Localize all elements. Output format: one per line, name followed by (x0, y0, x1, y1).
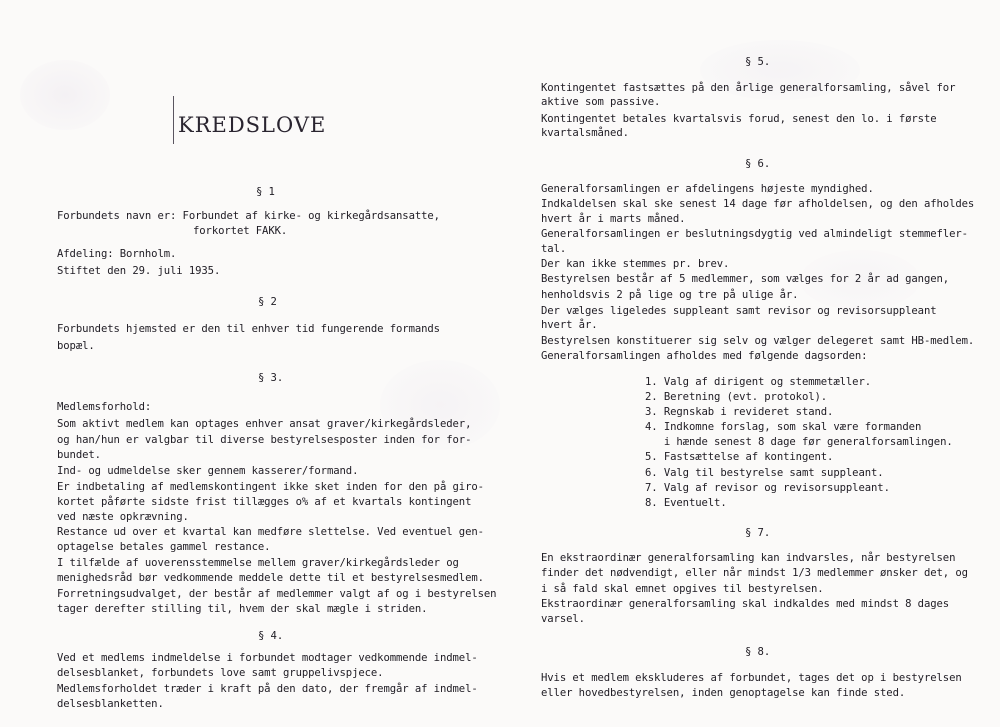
section-8-line: eller hovedbestyrelsen, inden genoptagelse kan finde sted. (541, 687, 906, 699)
section-5-heading: § 5. (745, 56, 771, 68)
section-6-line: hvert år i marts måned. (541, 213, 686, 225)
section-7-line: i så fald skal emnet opgives til bestyrelsen. (541, 583, 824, 595)
section-1-heading: § 1 (256, 186, 275, 198)
section-3-line: Restance ud over et kvartal kan medføre slettelse. Ved eventuel gen- (57, 526, 484, 538)
agenda-item: 7. Valg af revisor og revisorsuppleant. (645, 482, 890, 494)
section-6-line: Bestyrelsen består af 5 medlemmer, som vælges for 2 år ad gangen, (541, 273, 950, 285)
section-3-line: Forretningsudvalget, der består af medlemmer valgt af og i bestyrelsen (57, 588, 497, 600)
section-6-heading: § 6. (745, 158, 771, 170)
section-3-line: kortet påførte sidste frist tillægges o% af et kvartals kontingent (57, 496, 472, 508)
section-4-heading: § 4. (258, 630, 284, 642)
section-6-line: Generalforsamlingen er beslutningsdygtig ved almindeligt stemmefler- (541, 228, 968, 240)
agenda-item: 4. Indkomne forslag, som skal være formanden (645, 421, 922, 433)
agenda-item: 3. Regnskab i revideret stand. (645, 406, 834, 418)
section-6-line: Indkaldelsen skal ske senest 14 dage før afholdelsen, og den afholdes (541, 198, 975, 210)
section-5-line: aktive som passive. (541, 96, 661, 108)
section-5-line: Kontingentet betales kvartalsvis forud, senest den lo. i første (541, 113, 937, 125)
document-title: KREDSLOVE (178, 113, 327, 137)
section-6-line: Der vælges ligeledes suppleant samt revisor og revisorsuppleant (541, 305, 937, 317)
agenda-item: 5. Fastsættelse af kontingent. (645, 451, 834, 463)
section-3-line: tager derefter stilling til, hvem der skal mægle i striden. (57, 603, 428, 615)
section-6-line: Generalforsamlingen afholdes med følgende dagsorden: (541, 350, 868, 362)
section-5-line: Kontingentet fastsættes på den årlige generalforsamling, såvel for (541, 82, 956, 94)
section-2-line: Forbundets hjemsted er den til enhver tid fungerende formands (57, 323, 440, 335)
section-3-line: bundet. (57, 449, 101, 461)
paper-stain (20, 60, 110, 130)
section-7-heading: § 7. (745, 527, 771, 539)
section-4-line: Medlemsforholdet træder i kraft på den dato, der fremgår af indmel- (57, 683, 478, 695)
section-8-heading: § 8. (745, 646, 771, 658)
section-2-line: bopæl. (57, 340, 95, 352)
section-8-line: Hvis et medlem ekskluderes af forbundet, tages det op i bestyrelsen (541, 672, 962, 684)
section-1-line: Stiftet den 29. juli 1935. (57, 265, 221, 277)
section-5-line: kvartalsmåned. (541, 127, 629, 139)
section-6-line: tal. (541, 243, 567, 255)
section-4-line: delsesblanketten. (57, 698, 164, 710)
section-3-line: og han/hun er valgbar til diverse bestyrelsesposter inden for for- (57, 434, 472, 446)
section-3-line: ved næste opkrævning. (57, 511, 189, 523)
section-2-heading: § 2 (258, 296, 277, 308)
section-7-line: varsel. (541, 613, 585, 625)
section-6-line: hvert år. (541, 319, 598, 331)
section-3-line: menighedsråd bør vedkommende meddele dette til et bestyrelsesmedlem. (57, 572, 484, 584)
section-4-line: Ved et medlems indmeldelse i forbundet modtager vedkommende indmel- (57, 652, 478, 664)
section-1-line: Forbundets navn er: Forbundet af kirke- og kirkegårdsansatte, (57, 210, 440, 222)
section-3-line: Medlemsforhold: (57, 401, 152, 413)
section-7-line: Ekstraordinær generalforsamling skal indkaldes med mindst 8 dages (541, 598, 950, 610)
section-6-line: Bestyrelsen konstituerer sig selv og vælger delegeret samt HB-medlem. (541, 335, 975, 347)
section-3-line: Som aktivt medlem kan optages enhver ansat graver/kirkegårdsleder, (57, 418, 472, 430)
agenda-item: i hænde senest 8 dage før generalforsamlingen. (645, 436, 953, 448)
agenda-item: 2. Beretning (evt. protokol). (645, 391, 828, 403)
title-margin-mark (173, 96, 174, 144)
agenda-item: 8. Eventuelt. (645, 497, 727, 509)
section-3-line: optagelse betales gammel restance. (57, 541, 271, 553)
section-7-line: En ekstraordinær generalforsamling kan indvarsles, når bestyrelsen (541, 552, 956, 564)
section-3-heading: § 3. (258, 372, 284, 384)
section-4-line: delsesblanket, forbundets love samt gruppelivspjece. (57, 667, 384, 679)
section-1-line: forkortet FAKK. (193, 225, 288, 237)
section-3-line: Er indbetaling af medlemskontingent ikke sket inden for den på giro- (57, 481, 484, 493)
section-7-line: finder det nødvendigt, eller når mindst 1/3 medlemmer ønsker det, og (541, 567, 968, 579)
section-6-line: henholdsvis 2 på lige og tre på ulige år. (541, 289, 799, 301)
section-1-line: Afdeling: Bornholm. (57, 248, 177, 260)
right-page (500, 0, 1000, 727)
section-3-line: I tilfælde af uoverensstemmelse mellem graver/kirkegårdsleder og (57, 557, 459, 569)
section-3-line: Ind- og udmeldelse sker gennem kasserer/formand. (57, 465, 359, 477)
section-6-line: Generalforsamlingen er afdelingens højeste myndighed. (541, 183, 874, 195)
agenda-item: 1. Valg af dirigent og stemmetæller. (645, 376, 872, 388)
section-6-line: Der kan ikke stemmes pr. brev. (541, 258, 730, 270)
agenda-item: 6. Valg til bestyrelse samt suppleant. (645, 467, 884, 479)
